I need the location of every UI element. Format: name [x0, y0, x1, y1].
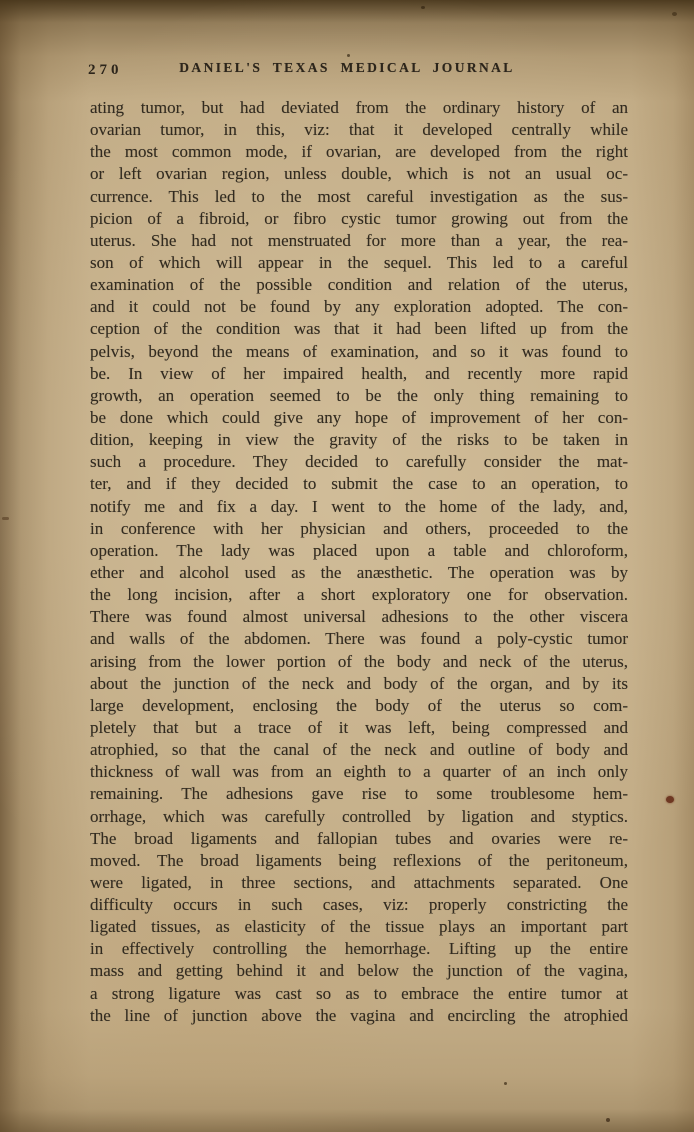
text-line: ating tumor, but had deviated from the ordinary history of an: [90, 98, 628, 117]
text-line: were ligated, in three sections, and attachments separated. One: [90, 872, 628, 892]
text-line: be done which could give any hope of improvement of her con-: [90, 407, 628, 427]
text-line: uterus. She had not menstruated for more than a year, the rea-: [90, 230, 628, 250]
text-line: large development, enclosing the body of the uterus so com-: [90, 695, 628, 715]
text-line: operation. The lady was placed upon a table and chloroform,: [90, 540, 628, 560]
text-line: growth, an operation seemed to be the only thing remaining to: [90, 385, 628, 405]
paper-speck: [2, 517, 9, 520]
journal-title: DANIEL'S TEXAS MEDICAL JOURNAL: [179, 60, 515, 75]
text-line: about the junction of the neck and body of the organ, and by its: [90, 673, 628, 693]
text-line: picion of a fibroid, or fibro cystic tumor growing out from the: [90, 208, 628, 228]
paper-speck: [421, 6, 425, 9]
page-number: 270: [88, 62, 123, 78]
paper-speck: [672, 12, 677, 16]
text-line: atrophied, so that the canal of the neck and outline of body and: [90, 740, 628, 760]
paper-speck: [606, 1118, 610, 1122]
text-line: or left ovarian region, unless double, which is not an usual oc-: [90, 164, 628, 184]
body-text: [90, 97, 628, 1027]
text-line: a strong ligature was cast so as to embrace the entire tumor at: [90, 983, 628, 1003]
text-line: currence. This led to the most careful investigation as the sus-: [90, 186, 628, 206]
text-line: There was found almost universal adhesions to the other viscera: [90, 607, 628, 627]
text-line: the long incision, after a short exploratory one for observation.: [90, 585, 628, 605]
text-line: arising from the lower portion of the body and neck of the uterus,: [90, 651, 628, 671]
text-line: difficulty occurs in such cases, viz: properly constricting the: [90, 895, 628, 915]
running-head: [0, 60, 694, 82]
text-line: and it could not be found by any exploration adopted. The con-: [90, 297, 628, 317]
text-line: examination of the possible condition and relation of the uterus,: [90, 275, 628, 295]
text-line: such a procedure. They decided to carefully consider the mat-: [90, 452, 628, 472]
text-line: son of which will appear in the sequel. This led to a careful: [90, 252, 628, 272]
text-line: orrhage, which was carefully controlled by ligation and styptics.: [90, 806, 628, 826]
text-line: mass and getting behind it and below the junction of the vagina,: [90, 961, 628, 981]
text-line: be. In view of her impaired health, and recently more rapid: [90, 363, 628, 383]
text-line: moved. The broad ligaments being reflexions of the peritoneum,: [90, 850, 628, 870]
text-line: ception of the condition was that it had been lifted up from the: [90, 319, 628, 339]
text-line: ligated tissues, as elasticity of the tissue plays an important part: [90, 917, 628, 937]
text-line: dition, keeping in view the gravity of the risks to be taken in: [90, 430, 628, 450]
text-line: in effectively controlling the hemorrhage. Lifting up the entire: [90, 939, 628, 959]
text-line: the most common mode, if ovarian, are developed from the right: [90, 142, 628, 162]
red-ink-speck: [666, 796, 674, 803]
text-line: the line of junction above the vagina and encircling the atrophied: [90, 1005, 628, 1025]
text-line: and walls of the abdomen. There was found a poly-cystic tumor: [90, 629, 628, 649]
text-line: ter, and if they decided to submit the case to an operation, to: [90, 474, 628, 494]
text-line: remaining. The adhesions gave rise to some troublesome hem-: [90, 784, 628, 804]
text-line: ovarian tumor, in this, viz: that it developed centrally while: [90, 120, 628, 140]
paper-speck: [347, 54, 350, 57]
text-line: in conference with her physician and others, proceeded to the: [90, 518, 628, 538]
text-line: pelvis, beyond the means of examination, and so it was found to: [90, 341, 628, 361]
text-line: pletely that but a trace of it was left, being compressed and: [90, 717, 628, 737]
paper-speck: [504, 1082, 507, 1085]
text-line: ether and alcohol used as the anæsthetic. The operation was by: [90, 562, 628, 582]
text-line: thickness of wall was from an eighth to a quarter of an inch only: [90, 762, 628, 782]
text-line: The broad ligaments and fallopian tubes and ovaries were re-: [90, 828, 628, 848]
text-line: notify me and fix a day. I went to the home of the lady, and,: [90, 496, 628, 516]
